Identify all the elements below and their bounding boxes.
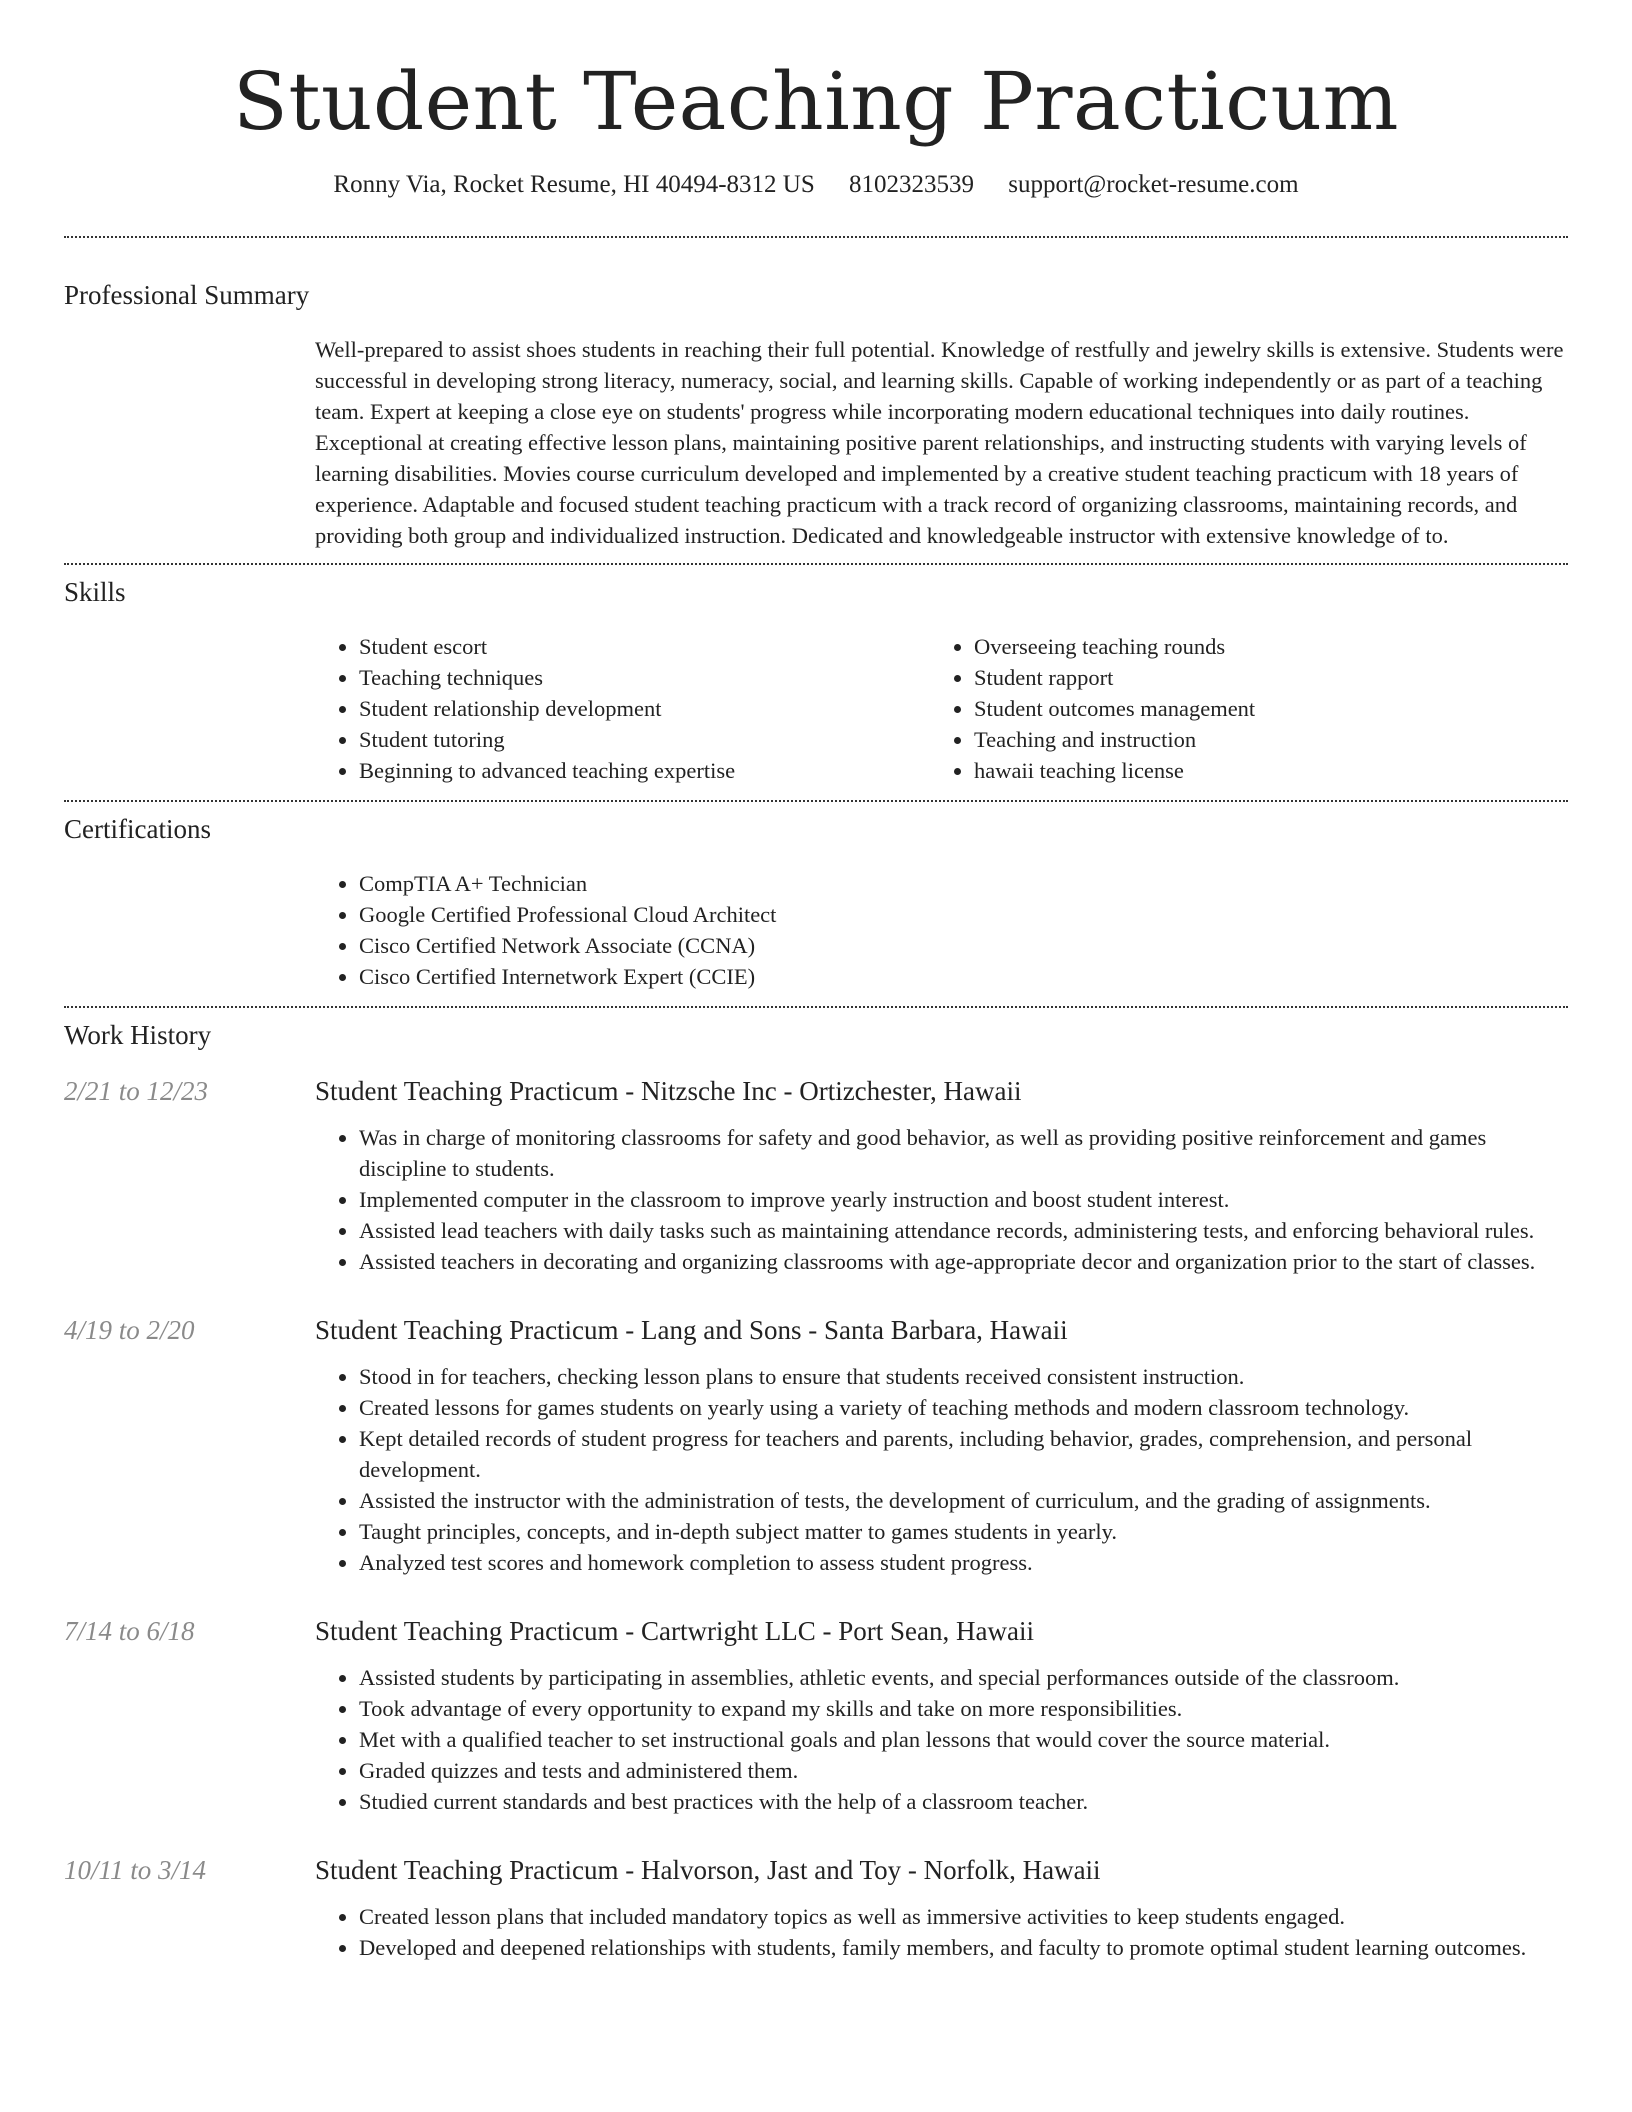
job-bullet: • Was in charge of monitoring classrooms for safety and good behavior, as well as providing positive reinforcement and games discipline to students. xyxy=(359,1122,1568,1184)
skill-item: • Student relationship development xyxy=(359,693,930,724)
job-bullet: • Assisted lead teachers with daily tasks such as maintaining attendance records, administering tests, and enforcing behavioral rules. xyxy=(359,1215,1568,1246)
work-section xyxy=(64,1008,1568,1963)
skills-left-list xyxy=(315,631,930,786)
skills-left-column xyxy=(315,631,930,786)
job-body xyxy=(315,1614,1568,1817)
job-body xyxy=(315,1074,1568,1277)
job-entry xyxy=(64,1313,1568,1578)
job-body xyxy=(315,1313,1568,1578)
certification-item: • Cisco Certified Internetwork Expert (CCIE) xyxy=(359,961,1568,992)
job-bullet: • Assisted students by participating in assemblies, athletic events, and special performances outside of the classroom. xyxy=(359,1662,1568,1693)
job-dates: 4/19 to 2/20 xyxy=(64,1315,195,1345)
job-bullet: • Took advantage of every opportunity to expand my skills and take on more responsibilities. xyxy=(359,1693,1568,1724)
job-bullets xyxy=(315,1662,1568,1817)
job-bullets xyxy=(315,1901,1568,1963)
skill-item: • Student rapport xyxy=(974,662,1545,693)
certifications-list xyxy=(315,868,1568,992)
skill-item: • Student escort xyxy=(359,631,930,662)
skill-item: • Teaching and instruction xyxy=(974,724,1545,755)
job-bullet: • Graded quizzes and tests and administered them. xyxy=(359,1755,1568,1786)
skill-item: • Student tutoring xyxy=(359,724,930,755)
skill-item: • Overseeing teaching rounds xyxy=(974,631,1545,662)
skill-item: • Student outcomes management xyxy=(974,693,1545,724)
contact-phone: 8102323539 xyxy=(849,171,975,198)
certification-item: • CompTIA A+ Technician xyxy=(359,868,1568,899)
job-bullet: • Created lessons for games students on yearly using a variety of teaching methods and modern classroom technology. xyxy=(359,1392,1568,1423)
job-entry xyxy=(64,1853,1568,1963)
work-heading: Work History xyxy=(64,1020,212,1050)
contact-email: support@rocket-resume.com xyxy=(1008,171,1299,198)
job-bullet: • Analyzed test scores and homework completion to assess student progress. xyxy=(359,1547,1568,1578)
job-bullet: • Implemented computer in the classroom to improve yearly instruction and boost student interest. xyxy=(359,1184,1568,1215)
skill-item: • hawaii teaching license xyxy=(974,755,1545,786)
job-dates: 10/11 to 3/14 xyxy=(64,1855,207,1885)
skill-item: • Beginning to advanced teaching expertise xyxy=(359,755,930,786)
certifications-section xyxy=(64,802,1568,992)
job-bullet: • Studied current standards and best practices with the help of a classroom teacher. xyxy=(359,1786,1568,1817)
job-body xyxy=(315,1853,1568,1963)
certifications-heading: Certifications xyxy=(64,814,211,844)
contact-line xyxy=(64,168,1568,202)
job-dates: 7/14 to 6/18 xyxy=(64,1616,195,1646)
job-bullet: • Assisted teachers in decorating and organizing classrooms with age-appropriate decor and organization prior to the start of classes. xyxy=(359,1246,1568,1277)
certification-item: • Google Certified Professional Cloud Architect xyxy=(359,899,1568,930)
resume-name: Student Teaching Practicum xyxy=(233,55,1399,148)
skills-heading: Skills xyxy=(64,577,126,607)
job-title: Student Teaching Practicum - Lang and Sons - Santa Barbara, Hawaii xyxy=(315,1315,1068,1345)
skills-section xyxy=(64,565,1568,786)
skills-right-column xyxy=(930,631,1545,786)
certification-item: • Cisco Certified Network Associate (CCNA) xyxy=(359,930,1568,961)
summary-heading: Professional Summary xyxy=(64,280,310,310)
job-bullet: • Assisted the instructor with the administration of tests, the development of curriculum, and the grading of assignments. xyxy=(359,1485,1568,1516)
job-title: Student Teaching Practicum - Nitzsche Inc - Ortizchester, Hawaii xyxy=(315,1076,1022,1106)
job-bullet: • Taught principles, concepts, and in-depth subject matter to games students in yearly. xyxy=(359,1516,1568,1547)
job-bullet: • Met with a qualified teacher to set instructional goals and plan lessons that would cover the source material. xyxy=(359,1724,1568,1755)
summary-section xyxy=(64,238,1568,551)
job-entry xyxy=(64,1074,1568,1277)
contact-address: Ronny Via, Rocket Resume, HI 40494-8312 US xyxy=(333,171,815,198)
job-bullet: • Kept detailed records of student progress for teachers and parents, including behavior, grades, comprehension, and personal development. xyxy=(359,1423,1568,1485)
skill-item: • Teaching techniques xyxy=(359,662,930,693)
job-entry xyxy=(64,1614,1568,1817)
skills-right-list xyxy=(930,631,1545,786)
job-bullets xyxy=(315,1361,1568,1578)
certifications-block xyxy=(315,868,1568,992)
job-bullet: • Created lesson plans that included mandatory topics as well as immersive activities to keep students engaged. xyxy=(359,1901,1568,1932)
job-bullets xyxy=(315,1122,1568,1277)
job-dates: 2/21 to 12/23 xyxy=(64,1076,209,1106)
job-bullet: • Stood in for teachers, checking lesson plans to ensure that students received consistent instruction. xyxy=(359,1361,1568,1392)
job-bullet: • Developed and deepened relationships with students, family members, and faculty to promote optimal student learning outcomes. xyxy=(359,1932,1568,1963)
summary-text: Well-prepared to assist shoes students in reaching their full potential. Knowledge of restfully and jewelry skills is extensive. Students were successful in developing strong literacy, numeracy, social, and learning skills. Capable of working independently or as part of a teaching team. Expert at keeping a close eye on students' progress while incorporating modern educational techniques into daily routines. Exceptional at creating effective lesson plans, maintaining positive parent relationships, and instructing students with varying levels of learning disabilities. Movies course curriculum developed and implemented by a creative student teaching practicum with 18 years of experience. Adaptable and focused student teaching practicum with a track record of organizing classrooms, maintaining records, and providing both group and individualized instruction. Dedicated and knowledgeable instructor with extensive knowledge of to. xyxy=(315,337,1564,548)
job-title: Student Teaching Practicum - Halvorson, Jast and Toy - Norfolk, Hawaii xyxy=(315,1855,1101,1885)
job-title: Student Teaching Practicum - Cartwright LLC - Port Sean, Hawaii xyxy=(315,1616,1034,1646)
skills-columns xyxy=(315,631,1568,786)
